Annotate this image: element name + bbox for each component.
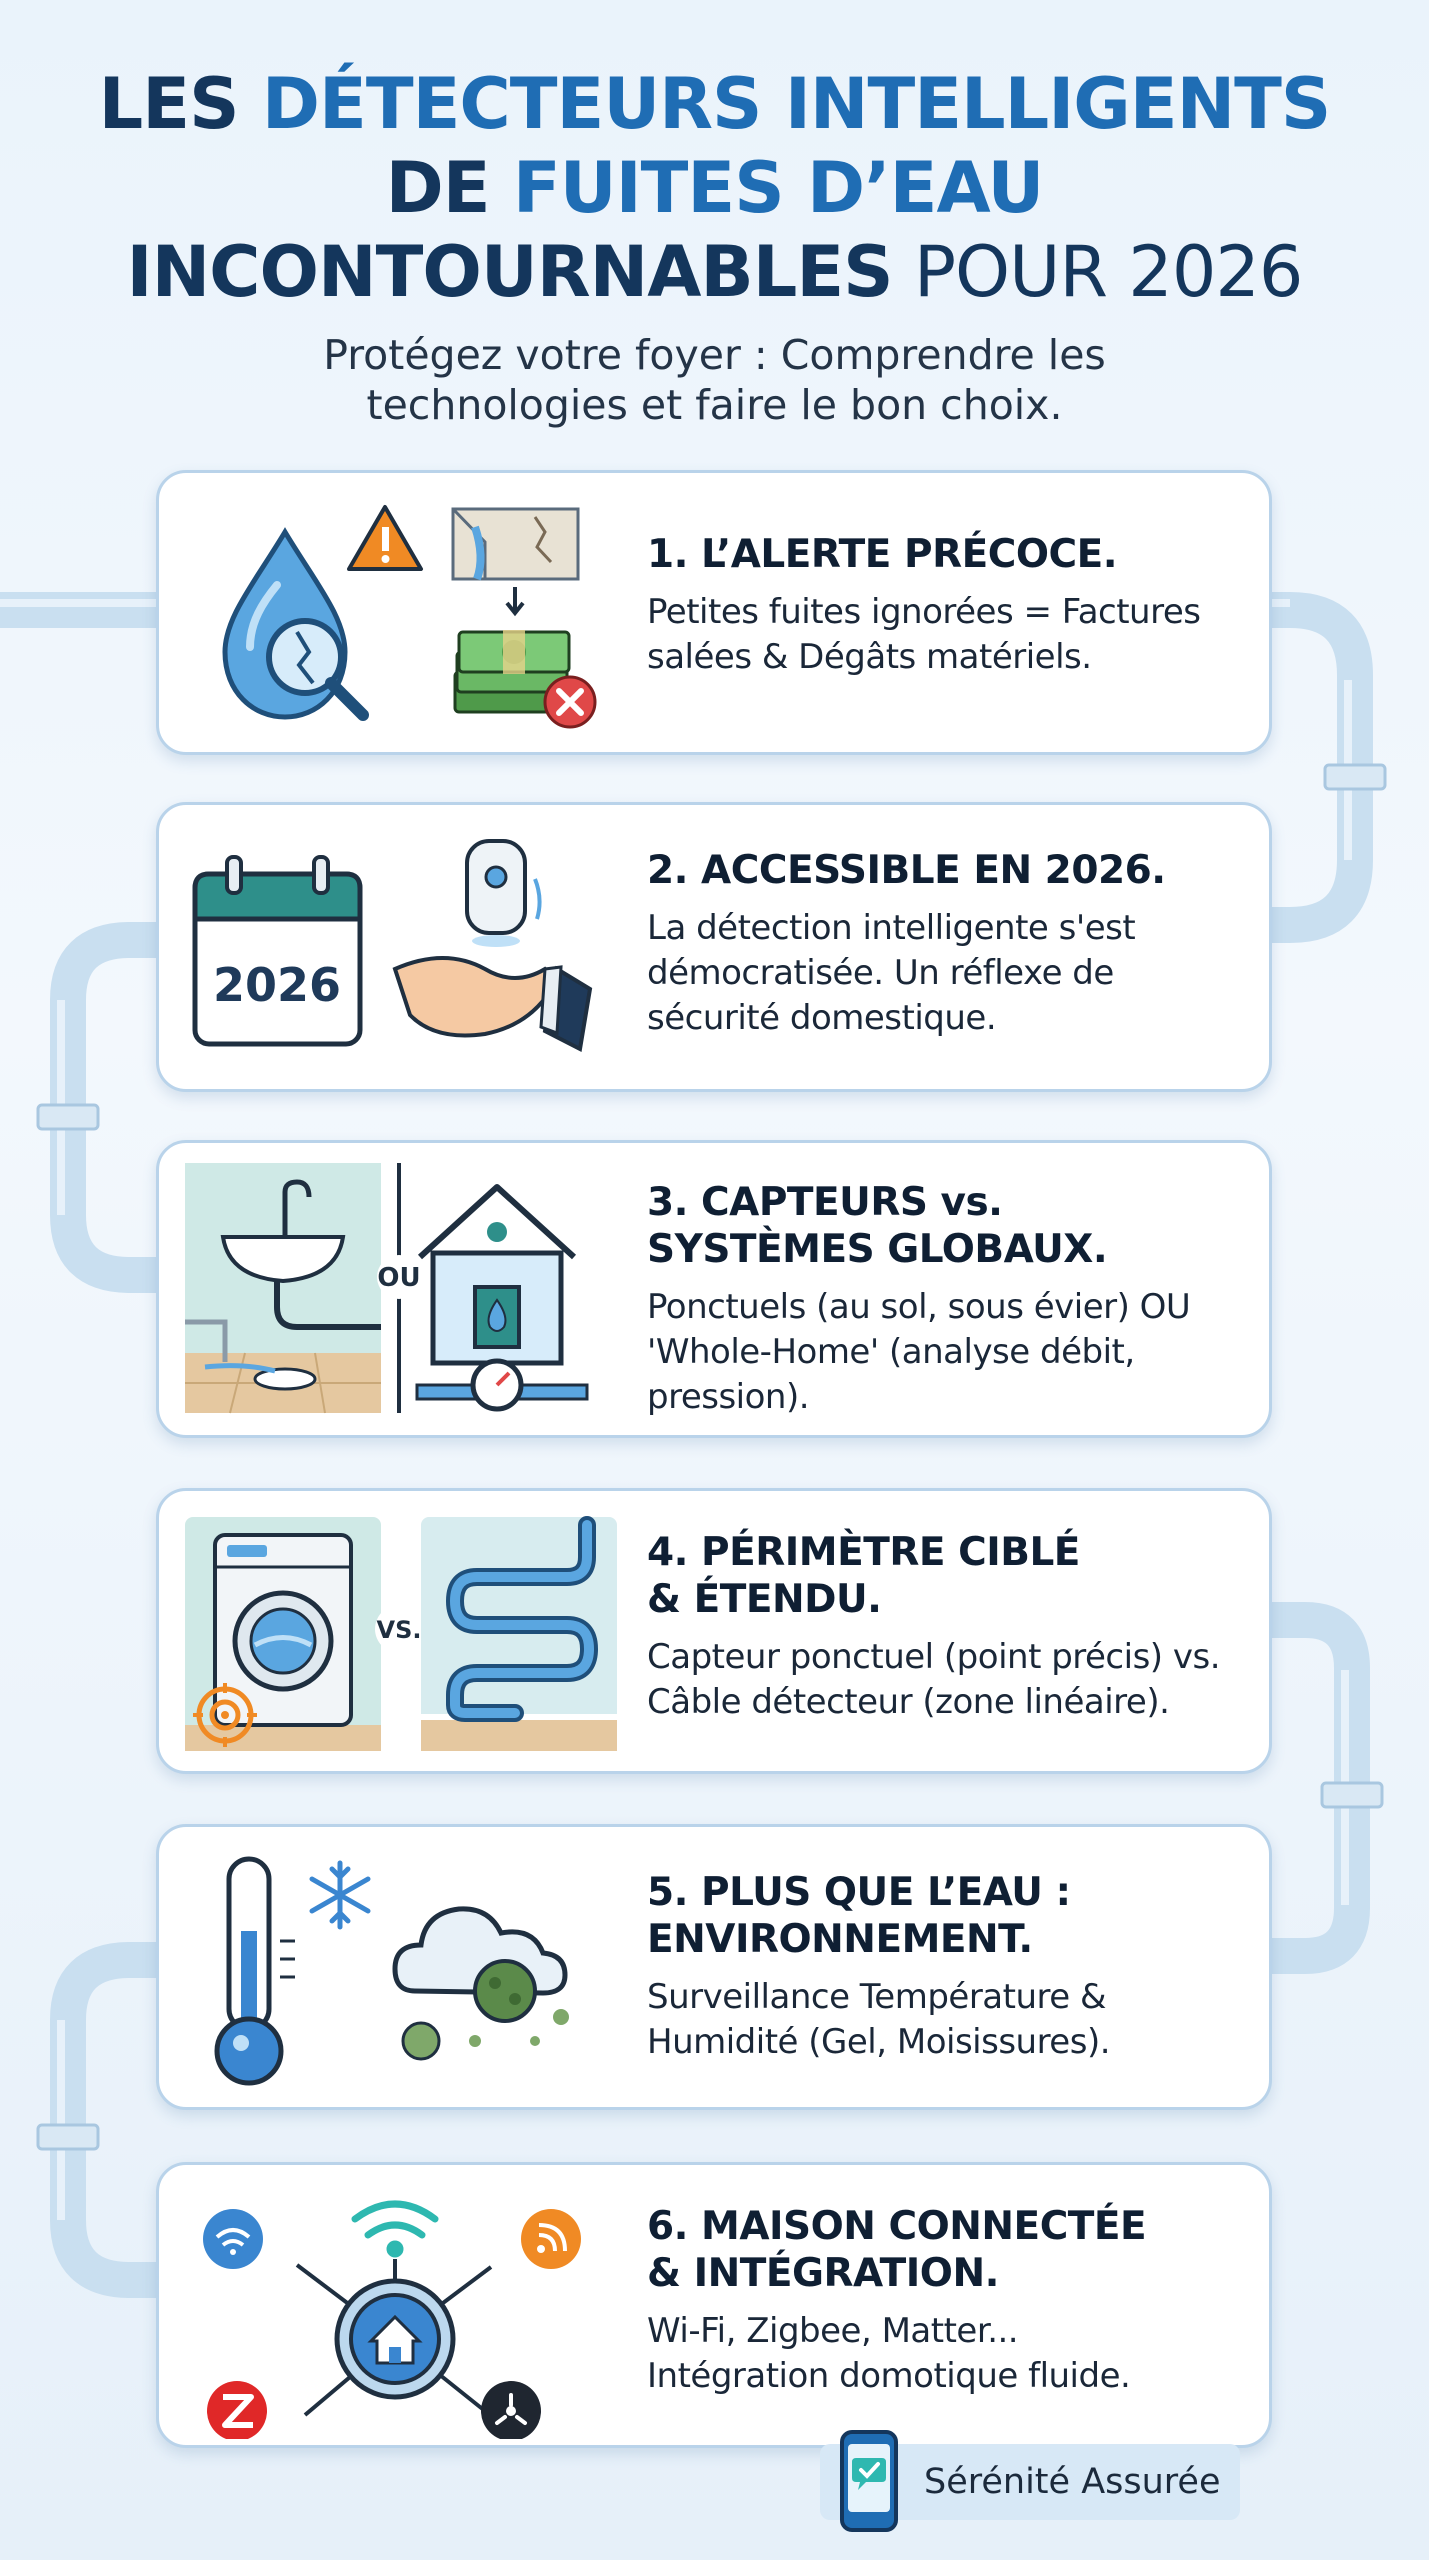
card-4-illustration <box>185 1505 625 1765</box>
card-title <box>647 1179 1249 1273</box>
title-text: POUR 2026 <box>892 231 1303 313</box>
card-body <box>647 1975 1249 2065</box>
card-body-line: salées & Dégâts matériels. <box>647 637 1092 677</box>
card-early-alert <box>156 470 1272 755</box>
wifi-signal-icon <box>355 2204 435 2254</box>
title-text: INCONTOURNABLES <box>126 231 893 313</box>
card-3-illustration <box>185 1157 625 1427</box>
card-body-line: Humidité (Gel, Moisissures). <box>647 2022 1111 2062</box>
card-6-illustration <box>185 2179 625 2439</box>
cross-icon <box>545 677 595 727</box>
card-title-line: & INTÉGRATION. <box>647 2251 999 2296</box>
card-smart-home <box>156 2162 1272 2448</box>
title-text: DE <box>385 147 513 229</box>
card-title <box>647 1869 1249 1963</box>
card-2-text <box>647 847 1249 1041</box>
card-body-line: La détection intelligente s'est <box>647 908 1136 948</box>
card-environment <box>156 1824 1272 2110</box>
card-body-line: pression). <box>647 1377 810 1417</box>
card-body-line: sécurité domestique. <box>647 998 997 1038</box>
card-body <box>647 1635 1249 1725</box>
card-4-text <box>647 1529 1249 1725</box>
card-title-line: & ÉTENDU. <box>647 1577 882 1622</box>
card-title-line: 3. CAPTEURS vs. <box>647 1180 1003 1225</box>
card-title <box>647 531 1249 578</box>
card-title-line: 2. ACCESSIBLE EN 2026. <box>647 848 1166 893</box>
card-title-line: ENVIRONNEMENT. <box>647 1917 1033 1962</box>
card-title <box>647 1529 1249 1623</box>
title-highlight: DÉTECTEURS INTELLIGENTS <box>261 63 1331 145</box>
card-body <box>647 590 1249 680</box>
card-title <box>647 2203 1249 2297</box>
warning-icon <box>349 507 421 569</box>
thermometer-icon <box>217 1859 295 2083</box>
zigbee-icon <box>207 2381 267 2439</box>
calendar-year: 2026 <box>212 958 342 1012</box>
card-6-text <box>647 2203 1249 2399</box>
title-text: LES <box>98 63 262 145</box>
rss-signal-icon <box>521 2209 581 2269</box>
card-body-line: Petites fuites ignorées = Factures <box>647 592 1201 632</box>
card-body-line: 'Whole-Home' (analyse débit, <box>647 1332 1135 1372</box>
card-title-line: 5. PLUS QUE L’EAU : <box>647 1870 1071 1915</box>
card-body <box>647 1285 1249 1420</box>
card-title-line: 4. PÉRIMÈTRE CIBLÉ <box>647 1530 1080 1575</box>
card-body-line: Capteur ponctuel (point précis) vs. <box>647 1637 1221 1677</box>
subtitle-line: Protégez votre foyer : Comprendre les <box>323 331 1106 379</box>
card-1-text <box>647 531 1249 680</box>
card-title-line: SYSTÈMES GLOBAUX. <box>647 1227 1108 1272</box>
divider-label: OU <box>377 1263 421 1293</box>
card-body-line: Wi-Fi, Zigbee, Matter... <box>647 2311 1019 2351</box>
arrow-down-icon <box>507 587 523 613</box>
card-body-line: Câble détecteur (zone linéaire). <box>647 1682 1170 1722</box>
divider-label: VS. <box>376 1616 422 1644</box>
card-title-line: 1. L’ALERTE PRÉCOCE. <box>647 532 1118 577</box>
card-body-line: Surveillance Température & <box>647 1977 1106 2017</box>
card-body-line: Intégration domotique fluide. <box>647 2356 1131 2396</box>
badge-label: Sérénité Assurée <box>924 2462 1221 2502</box>
card-3-text <box>647 1179 1249 1420</box>
card-sensors-vs-systems <box>156 1140 1272 1438</box>
phone-check-icon <box>834 2428 904 2534</box>
smart-home-hub-icon <box>337 2281 453 2397</box>
sensor-in-hand-icon <box>395 841 590 1049</box>
card-5-illustration <box>185 1841 625 2101</box>
water-damage-icon <box>453 509 578 579</box>
card-accessible-2026 <box>156 802 1272 1092</box>
card-body-line: Ponctuels (au sol, sous évier) OU <box>647 1287 1191 1327</box>
card-2-illustration <box>185 819 625 1079</box>
house-meter-icon <box>417 1187 587 1409</box>
subtitle-line: technologies et faire le bon choix. <box>366 381 1063 429</box>
card-title <box>647 847 1249 894</box>
card-body-line: démocratisée. Un réflexe de <box>647 953 1114 993</box>
sink-sensor-icon <box>185 1163 381 1413</box>
card-body <box>647 2309 1249 2399</box>
serenity-badge <box>820 2444 1240 2520</box>
card-body <box>647 906 1249 1041</box>
card-title-line: 6. MAISON CONNECTÉE <box>647 2204 1147 2249</box>
title-highlight: FUITES D’EAU <box>512 147 1044 229</box>
matter-icon <box>481 2381 541 2439</box>
card-targeted-perimeter <box>156 1488 1272 1774</box>
card-5-text <box>647 1869 1249 2065</box>
wifi-icon <box>203 2209 263 2269</box>
detector-cable-icon <box>421 1517 617 1751</box>
snowflake-icon <box>312 1863 368 1927</box>
card-1-illustration <box>185 487 625 742</box>
calendar-icon <box>195 857 360 1044</box>
